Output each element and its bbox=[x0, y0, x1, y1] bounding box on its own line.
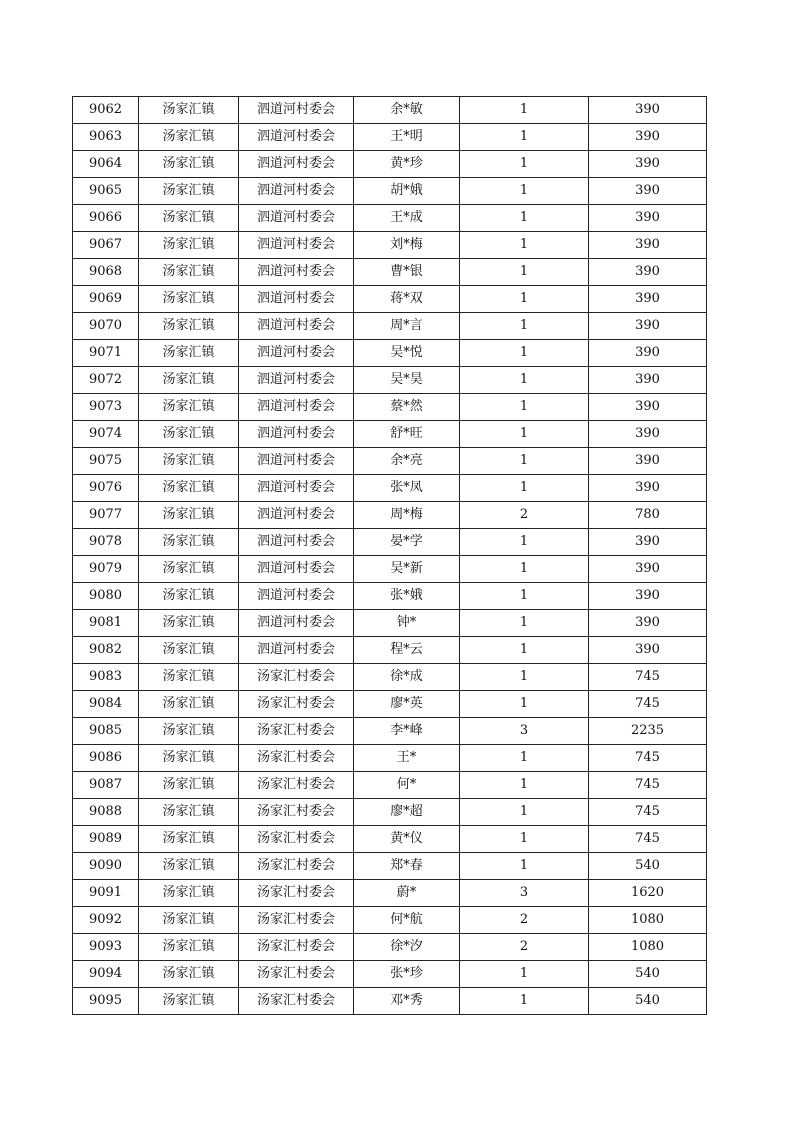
table-row bbox=[73, 124, 707, 151]
town-cell: 汤家汇镇 bbox=[139, 934, 239, 961]
village-committee-cell: 汤家汇村委会 bbox=[239, 745, 354, 772]
serial-number-cell: 9062 bbox=[73, 97, 139, 124]
town-cell: 汤家汇镇 bbox=[139, 205, 239, 232]
serial-number-cell: 9076 bbox=[73, 475, 139, 502]
name-cell: 王*成 bbox=[354, 205, 460, 232]
count-cell: 1 bbox=[460, 556, 589, 583]
town-cell: 汤家汇镇 bbox=[139, 880, 239, 907]
amount-cell: 390 bbox=[589, 637, 707, 664]
table-row bbox=[73, 664, 707, 691]
village-committee-cell: 泗道河村委会 bbox=[239, 637, 354, 664]
count-cell: 1 bbox=[460, 853, 589, 880]
town-cell: 汤家汇镇 bbox=[139, 286, 239, 313]
village-committee-cell: 汤家汇村委会 bbox=[239, 934, 354, 961]
town-cell: 汤家汇镇 bbox=[139, 907, 239, 934]
table-row bbox=[73, 556, 707, 583]
amount-cell: 390 bbox=[589, 205, 707, 232]
count-cell: 1 bbox=[460, 178, 589, 205]
table-row bbox=[73, 97, 707, 124]
village-committee-cell: 泗道河村委会 bbox=[239, 502, 354, 529]
name-cell: 舒*旺 bbox=[354, 421, 460, 448]
count-cell: 1 bbox=[460, 259, 589, 286]
name-cell: 胡*娥 bbox=[354, 178, 460, 205]
town-cell: 汤家汇镇 bbox=[139, 718, 239, 745]
amount-cell: 540 bbox=[589, 961, 707, 988]
amount-cell: 745 bbox=[589, 664, 707, 691]
count-cell: 1 bbox=[460, 340, 589, 367]
amount-cell: 390 bbox=[589, 232, 707, 259]
table-row bbox=[73, 232, 707, 259]
serial-number-cell: 9064 bbox=[73, 151, 139, 178]
table-row bbox=[73, 421, 707, 448]
serial-number-cell: 9086 bbox=[73, 745, 139, 772]
table-row bbox=[73, 826, 707, 853]
amount-cell: 390 bbox=[589, 178, 707, 205]
town-cell: 汤家汇镇 bbox=[139, 583, 239, 610]
town-cell: 汤家汇镇 bbox=[139, 259, 239, 286]
name-cell: 蔡*然 bbox=[354, 394, 460, 421]
village-committee-cell: 泗道河村委会 bbox=[239, 475, 354, 502]
village-committee-cell: 汤家汇村委会 bbox=[239, 988, 354, 1015]
amount-cell: 390 bbox=[589, 448, 707, 475]
town-cell: 汤家汇镇 bbox=[139, 556, 239, 583]
table-row bbox=[73, 637, 707, 664]
village-committee-cell: 泗道河村委会 bbox=[239, 556, 354, 583]
serial-number-cell: 9074 bbox=[73, 421, 139, 448]
count-cell: 1 bbox=[460, 313, 589, 340]
count-cell: 1 bbox=[460, 205, 589, 232]
name-cell: 曹*银 bbox=[354, 259, 460, 286]
count-cell: 1 bbox=[460, 367, 589, 394]
name-cell: 徐*成 bbox=[354, 664, 460, 691]
town-cell: 汤家汇镇 bbox=[139, 637, 239, 664]
village-committee-cell: 汤家汇村委会 bbox=[239, 826, 354, 853]
count-cell: 1 bbox=[460, 772, 589, 799]
town-cell: 汤家汇镇 bbox=[139, 313, 239, 340]
count-cell: 2 bbox=[460, 907, 589, 934]
name-cell: 廖*超 bbox=[354, 799, 460, 826]
table-row bbox=[73, 340, 707, 367]
count-cell: 1 bbox=[460, 232, 589, 259]
amount-cell: 745 bbox=[589, 691, 707, 718]
village-committee-cell: 泗道河村委会 bbox=[239, 259, 354, 286]
amount-cell: 390 bbox=[589, 151, 707, 178]
serial-number-cell: 9085 bbox=[73, 718, 139, 745]
name-cell: 张*娥 bbox=[354, 583, 460, 610]
name-cell: 晏*学 bbox=[354, 529, 460, 556]
serial-number-cell: 9082 bbox=[73, 637, 139, 664]
serial-number-cell: 9080 bbox=[73, 583, 139, 610]
table-row bbox=[73, 448, 707, 475]
table-row bbox=[73, 718, 707, 745]
town-cell: 汤家汇镇 bbox=[139, 799, 239, 826]
table-row bbox=[73, 799, 707, 826]
count-cell: 1 bbox=[460, 394, 589, 421]
count-cell: 1 bbox=[460, 529, 589, 556]
name-cell: 吴*昊 bbox=[354, 367, 460, 394]
village-committee-cell: 汤家汇村委会 bbox=[239, 772, 354, 799]
town-cell: 汤家汇镇 bbox=[139, 664, 239, 691]
table-row bbox=[73, 907, 707, 934]
count-cell: 1 bbox=[460, 583, 589, 610]
town-cell: 汤家汇镇 bbox=[139, 232, 239, 259]
count-cell: 1 bbox=[460, 799, 589, 826]
amount-cell: 390 bbox=[589, 286, 707, 313]
serial-number-cell: 9075 bbox=[73, 448, 139, 475]
village-committee-cell: 泗道河村委会 bbox=[239, 610, 354, 637]
serial-number-cell: 9093 bbox=[73, 934, 139, 961]
amount-cell: 745 bbox=[589, 745, 707, 772]
serial-number-cell: 9092 bbox=[73, 907, 139, 934]
town-cell: 汤家汇镇 bbox=[139, 367, 239, 394]
count-cell: 1 bbox=[460, 637, 589, 664]
town-cell: 汤家汇镇 bbox=[139, 529, 239, 556]
town-cell: 汤家汇镇 bbox=[139, 988, 239, 1015]
amount-cell: 390 bbox=[589, 367, 707, 394]
amount-cell: 390 bbox=[589, 340, 707, 367]
village-committee-cell: 汤家汇村委会 bbox=[239, 907, 354, 934]
town-cell: 汤家汇镇 bbox=[139, 961, 239, 988]
table-row bbox=[73, 745, 707, 772]
serial-number-cell: 9081 bbox=[73, 610, 139, 637]
village-committee-cell: 汤家汇村委会 bbox=[239, 961, 354, 988]
table-row bbox=[73, 961, 707, 988]
amount-cell: 745 bbox=[589, 799, 707, 826]
serial-number-cell: 9069 bbox=[73, 286, 139, 313]
town-cell: 汤家汇镇 bbox=[139, 745, 239, 772]
village-committee-cell: 汤家汇村委会 bbox=[239, 880, 354, 907]
town-cell: 汤家汇镇 bbox=[139, 772, 239, 799]
table-body bbox=[73, 97, 707, 1015]
amount-cell: 2235 bbox=[589, 718, 707, 745]
village-committee-cell: 泗道河村委会 bbox=[239, 124, 354, 151]
town-cell: 汤家汇镇 bbox=[139, 394, 239, 421]
amount-cell: 390 bbox=[589, 124, 707, 151]
amount-cell: 1080 bbox=[589, 934, 707, 961]
serial-number-cell: 9077 bbox=[73, 502, 139, 529]
name-cell: 郑*春 bbox=[354, 853, 460, 880]
serial-number-cell: 9088 bbox=[73, 799, 139, 826]
serial-number-cell: 9068 bbox=[73, 259, 139, 286]
table-row bbox=[73, 853, 707, 880]
town-cell: 汤家汇镇 bbox=[139, 340, 239, 367]
amount-cell: 390 bbox=[589, 583, 707, 610]
village-committee-cell: 汤家汇村委会 bbox=[239, 691, 354, 718]
count-cell: 1 bbox=[460, 961, 589, 988]
amount-cell: 390 bbox=[589, 421, 707, 448]
serial-number-cell: 9090 bbox=[73, 853, 139, 880]
name-cell: 刘*梅 bbox=[354, 232, 460, 259]
village-committee-cell: 泗道河村委会 bbox=[239, 232, 354, 259]
village-committee-cell: 泗道河村委会 bbox=[239, 448, 354, 475]
name-cell: 钟* bbox=[354, 610, 460, 637]
village-committee-cell: 泗道河村委会 bbox=[239, 529, 354, 556]
serial-number-cell: 9065 bbox=[73, 178, 139, 205]
serial-number-cell: 9089 bbox=[73, 826, 139, 853]
count-cell: 1 bbox=[460, 421, 589, 448]
name-cell: 王*明 bbox=[354, 124, 460, 151]
count-cell: 1 bbox=[460, 826, 589, 853]
table-row bbox=[73, 367, 707, 394]
count-cell: 3 bbox=[460, 880, 589, 907]
count-cell: 1 bbox=[460, 475, 589, 502]
village-committee-cell: 汤家汇村委会 bbox=[239, 664, 354, 691]
serial-number-cell: 9071 bbox=[73, 340, 139, 367]
count-cell: 2 bbox=[460, 502, 589, 529]
table-row bbox=[73, 394, 707, 421]
amount-cell: 390 bbox=[589, 529, 707, 556]
village-committee-cell: 泗道河村委会 bbox=[239, 97, 354, 124]
count-cell: 1 bbox=[460, 151, 589, 178]
name-cell: 黄*珍 bbox=[354, 151, 460, 178]
serial-number-cell: 9083 bbox=[73, 664, 139, 691]
town-cell: 汤家汇镇 bbox=[139, 178, 239, 205]
village-committee-cell: 泗道河村委会 bbox=[239, 205, 354, 232]
town-cell: 汤家汇镇 bbox=[139, 691, 239, 718]
town-cell: 汤家汇镇 bbox=[139, 97, 239, 124]
count-cell: 1 bbox=[460, 610, 589, 637]
count-cell: 1 bbox=[460, 286, 589, 313]
count-cell: 1 bbox=[460, 745, 589, 772]
count-cell: 1 bbox=[460, 988, 589, 1015]
count-cell: 1 bbox=[460, 664, 589, 691]
amount-cell: 390 bbox=[589, 394, 707, 421]
table-row bbox=[73, 880, 707, 907]
name-cell: 张*珍 bbox=[354, 961, 460, 988]
town-cell: 汤家汇镇 bbox=[139, 448, 239, 475]
amount-cell: 745 bbox=[589, 772, 707, 799]
village-committee-cell: 泗道河村委会 bbox=[239, 286, 354, 313]
name-cell: 蒋*双 bbox=[354, 286, 460, 313]
amount-cell: 390 bbox=[589, 556, 707, 583]
town-cell: 汤家汇镇 bbox=[139, 610, 239, 637]
village-committee-cell: 泗道河村委会 bbox=[239, 394, 354, 421]
table-row bbox=[73, 988, 707, 1015]
name-cell: 程*云 bbox=[354, 637, 460, 664]
table-row bbox=[73, 583, 707, 610]
serial-number-cell: 9072 bbox=[73, 367, 139, 394]
table-row bbox=[73, 772, 707, 799]
village-committee-cell: 泗道河村委会 bbox=[239, 583, 354, 610]
town-cell: 汤家汇镇 bbox=[139, 124, 239, 151]
name-cell: 余*敏 bbox=[354, 97, 460, 124]
amount-cell: 1080 bbox=[589, 907, 707, 934]
name-cell: 蔚* bbox=[354, 880, 460, 907]
name-cell: 吴*新 bbox=[354, 556, 460, 583]
name-cell: 周*梅 bbox=[354, 502, 460, 529]
amount-cell: 390 bbox=[589, 610, 707, 637]
count-cell: 1 bbox=[460, 97, 589, 124]
table-row bbox=[73, 286, 707, 313]
village-committee-cell: 汤家汇村委会 bbox=[239, 853, 354, 880]
town-cell: 汤家汇镇 bbox=[139, 853, 239, 880]
serial-number-cell: 9066 bbox=[73, 205, 139, 232]
table-row bbox=[73, 934, 707, 961]
count-cell: 1 bbox=[460, 691, 589, 718]
count-cell: 1 bbox=[460, 124, 589, 151]
amount-cell: 390 bbox=[589, 259, 707, 286]
table-row bbox=[73, 313, 707, 340]
amount-cell: 390 bbox=[589, 475, 707, 502]
serial-number-cell: 9087 bbox=[73, 772, 139, 799]
name-cell: 邓*秀 bbox=[354, 988, 460, 1015]
amount-cell: 390 bbox=[589, 313, 707, 340]
town-cell: 汤家汇镇 bbox=[139, 421, 239, 448]
amount-cell: 780 bbox=[589, 502, 707, 529]
table-row bbox=[73, 475, 707, 502]
serial-number-cell: 9067 bbox=[73, 232, 139, 259]
serial-number-cell: 9070 bbox=[73, 313, 139, 340]
village-committee-cell: 泗道河村委会 bbox=[239, 178, 354, 205]
serial-number-cell: 9063 bbox=[73, 124, 139, 151]
data-table bbox=[72, 96, 707, 1015]
count-cell: 2 bbox=[460, 934, 589, 961]
village-committee-cell: 汤家汇村委会 bbox=[239, 799, 354, 826]
table-row bbox=[73, 205, 707, 232]
serial-number-cell: 9079 bbox=[73, 556, 139, 583]
table-row bbox=[73, 529, 707, 556]
name-cell: 余*亮 bbox=[354, 448, 460, 475]
village-committee-cell: 泗道河村委会 bbox=[239, 151, 354, 178]
count-cell: 3 bbox=[460, 718, 589, 745]
town-cell: 汤家汇镇 bbox=[139, 502, 239, 529]
name-cell: 黄*仪 bbox=[354, 826, 460, 853]
serial-number-cell: 9094 bbox=[73, 961, 139, 988]
table-row bbox=[73, 259, 707, 286]
name-cell: 何*航 bbox=[354, 907, 460, 934]
serial-number-cell: 9084 bbox=[73, 691, 139, 718]
name-cell: 李*峰 bbox=[354, 718, 460, 745]
village-committee-cell: 泗道河村委会 bbox=[239, 313, 354, 340]
serial-number-cell: 9073 bbox=[73, 394, 139, 421]
name-cell: 廖*英 bbox=[354, 691, 460, 718]
table-row bbox=[73, 691, 707, 718]
town-cell: 汤家汇镇 bbox=[139, 826, 239, 853]
table-row bbox=[73, 151, 707, 178]
name-cell: 周*言 bbox=[354, 313, 460, 340]
data-table-container bbox=[72, 96, 707, 1015]
amount-cell: 1620 bbox=[589, 880, 707, 907]
amount-cell: 540 bbox=[589, 853, 707, 880]
name-cell: 何* bbox=[354, 772, 460, 799]
name-cell: 王* bbox=[354, 745, 460, 772]
table-row bbox=[73, 502, 707, 529]
town-cell: 汤家汇镇 bbox=[139, 151, 239, 178]
village-committee-cell: 泗道河村委会 bbox=[239, 421, 354, 448]
town-cell: 汤家汇镇 bbox=[139, 475, 239, 502]
table-row bbox=[73, 610, 707, 637]
amount-cell: 745 bbox=[589, 826, 707, 853]
count-cell: 1 bbox=[460, 448, 589, 475]
village-committee-cell: 泗道河村委会 bbox=[239, 340, 354, 367]
village-committee-cell: 汤家汇村委会 bbox=[239, 718, 354, 745]
serial-number-cell: 9095 bbox=[73, 988, 139, 1015]
amount-cell: 540 bbox=[589, 988, 707, 1015]
name-cell: 徐*汐 bbox=[354, 934, 460, 961]
serial-number-cell: 9091 bbox=[73, 880, 139, 907]
amount-cell: 390 bbox=[589, 97, 707, 124]
table-row bbox=[73, 178, 707, 205]
name-cell: 张*凤 bbox=[354, 475, 460, 502]
serial-number-cell: 9078 bbox=[73, 529, 139, 556]
name-cell: 吴*悦 bbox=[354, 340, 460, 367]
village-committee-cell: 泗道河村委会 bbox=[239, 367, 354, 394]
